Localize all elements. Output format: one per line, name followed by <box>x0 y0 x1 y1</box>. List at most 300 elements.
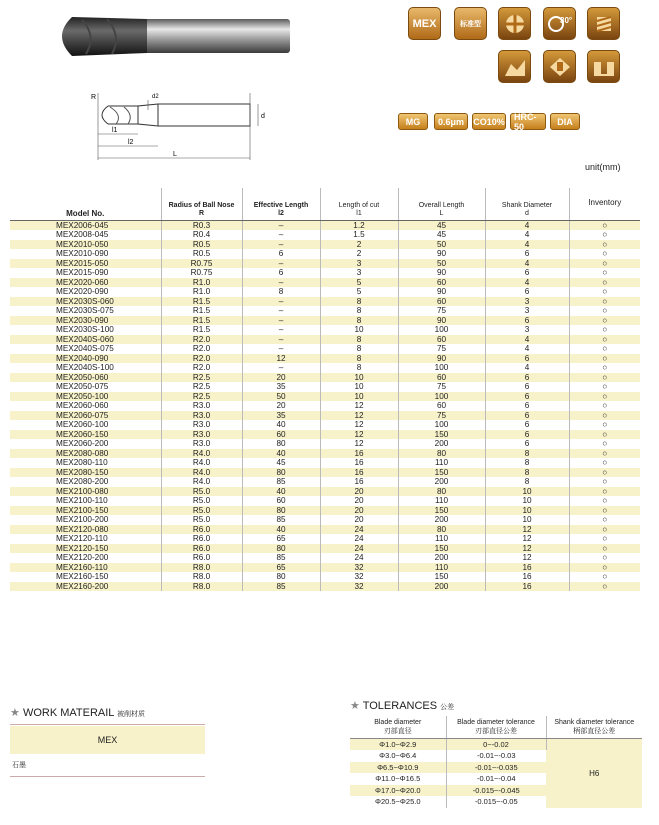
table-row <box>10 572 640 582</box>
shank-diameter-cell: 10 <box>485 487 569 497</box>
radius-cell: R3.0 <box>161 439 242 449</box>
length-of-cut-cell: 12 <box>320 420 398 430</box>
spec-table <box>10 188 640 591</box>
effective-length-cell: 35 <box>242 382 320 392</box>
effective-length-cell: 85 <box>242 477 320 487</box>
in-stock-icon: ○ <box>602 410 608 420</box>
shank-diameter-cell: 8 <box>485 468 569 478</box>
overall-length-cell: 100 <box>398 392 485 402</box>
label-d: d <box>261 113 265 120</box>
table-row <box>10 278 640 288</box>
effective-length-cell: 6 <box>242 268 320 278</box>
in-stock-icon: ○ <box>602 315 608 325</box>
inventory-cell <box>569 515 640 525</box>
overall-length-cell: 90 <box>398 354 485 364</box>
length-of-cut-cell: 20 <box>320 496 398 506</box>
length-of-cut-cell: 1.2 <box>320 220 398 230</box>
work-material-value: MEX <box>10 726 205 754</box>
in-stock-icon: ○ <box>602 230 608 239</box>
badge-hrc: HRC-50 <box>510 113 546 130</box>
svg-text:30°: 30° <box>559 15 572 25</box>
length-of-cut-cell: 2 <box>320 240 398 250</box>
in-stock-icon: ○ <box>602 581 608 591</box>
inventory-cell <box>569 544 640 554</box>
shank-diameter-cell: 3 <box>485 325 569 335</box>
label-d2: d2 <box>152 94 159 100</box>
radius-cell: R4.0 <box>161 477 242 487</box>
shank-diameter-cell: 12 <box>485 553 569 563</box>
shank-diameter-cell: 4 <box>485 220 569 230</box>
in-stock-icon: ○ <box>602 562 608 572</box>
in-stock-icon: ○ <box>602 467 608 477</box>
model-cell: MEX2030S-060 <box>10 297 161 307</box>
model-cell: MEX2040S-060 <box>10 335 161 345</box>
radius-cell: R0.75 <box>161 259 242 269</box>
model-cell: MEX2060-075 <box>10 411 161 421</box>
shank-diameter-cell: 6 <box>485 392 569 402</box>
length-of-cut-cell: 20 <box>320 515 398 525</box>
inventory-cell <box>569 506 640 516</box>
table-row <box>10 363 640 373</box>
overall-length-cell: 90 <box>398 249 485 259</box>
overall-length-cell: 50 <box>398 259 485 269</box>
shank-diameter-cell: 6 <box>485 411 569 421</box>
length-of-cut-cell: 5 <box>320 278 398 288</box>
model-cell: MEX2160-110 <box>10 563 161 573</box>
table-row <box>10 230 640 240</box>
radius-cell: R2.0 <box>161 344 242 354</box>
radius-cell: R1.5 <box>161 306 242 316</box>
length-of-cut-cell: 12 <box>320 401 398 411</box>
shank-diameter-cell: 12 <box>485 525 569 535</box>
badge-grain: 0.6μm <box>434 113 468 130</box>
flute-section-icon <box>498 7 531 40</box>
shank-diameter-cell: 4 <box>485 363 569 373</box>
length-of-cut-cell: 20 <box>320 487 398 497</box>
table-row <box>10 382 640 392</box>
table-row <box>10 354 640 364</box>
in-stock-icon: ○ <box>602 439 608 448</box>
model-cell: MEX2080-110 <box>10 458 161 468</box>
radius-cell: R0.4 <box>161 230 242 240</box>
work-material-divider <box>10 724 205 725</box>
length-of-cut-cell: 10 <box>320 382 398 392</box>
inventory-cell <box>569 411 640 421</box>
radius-cell: R5.0 <box>161 515 242 525</box>
overall-length-cell: 60 <box>398 373 485 383</box>
overall-length-cell: 80 <box>398 449 485 459</box>
table-row <box>10 477 640 487</box>
inventory-cell <box>569 458 640 468</box>
table-row <box>10 297 640 307</box>
model-cell: MEX2120-150 <box>10 544 161 554</box>
effective-length-cell: 80 <box>242 468 320 478</box>
length-of-cut-cell: 24 <box>320 525 398 535</box>
effective-length-cell: – <box>242 306 320 316</box>
inventory-cell <box>569 268 640 278</box>
shank-diameter-cell: 4 <box>485 335 569 345</box>
effective-length-cell: 35 <box>242 411 320 421</box>
material-icon: 标准型 <box>454 7 487 40</box>
end-mill-photo <box>52 14 294 60</box>
shank-diameter-cell: 6 <box>485 373 569 383</box>
table-row <box>10 458 640 468</box>
label-l2: l2 <box>128 139 134 146</box>
model-cell: MEX2100-110 <box>10 496 161 506</box>
blade-diameter-cell: Φ1.0~Φ2.9 <box>350 739 446 751</box>
model-cell: MEX2080-150 <box>10 468 161 478</box>
label-r: R <box>91 94 97 101</box>
in-stock-icon: ○ <box>602 268 608 277</box>
inventory-cell <box>569 477 640 487</box>
inventory-cell <box>569 525 640 535</box>
shank-diameter-cell: 10 <box>485 515 569 525</box>
effective-length-cell: 20 <box>242 401 320 411</box>
model-cell: MEX2060-060 <box>10 401 161 411</box>
helix-flute-icon <box>587 7 620 40</box>
overall-length-cell: 100 <box>398 420 485 430</box>
overall-length-cell: 75 <box>398 382 485 392</box>
blade-tolerance-cell: -0.01~-0.04 <box>476 774 516 784</box>
effective-length-cell: – <box>242 344 320 354</box>
radius-cell: R1.0 <box>161 278 242 288</box>
table-row <box>10 373 640 383</box>
inventory-cell <box>569 449 640 459</box>
model-cell: MEX2120-080 <box>10 525 161 535</box>
table-row <box>10 468 640 478</box>
inventory-cell <box>569 316 640 326</box>
unit-label: unit(mm) <box>585 162 621 172</box>
blade-diameter-cell: Φ20.5~Φ25.0 <box>350 796 446 808</box>
effective-length-cell: 50 <box>242 392 320 402</box>
in-stock-icon: ○ <box>602 429 608 439</box>
effective-length-cell: – <box>242 230 320 240</box>
model-cell: MEX2015-090 <box>10 268 161 278</box>
in-stock-icon: ○ <box>602 486 608 496</box>
end-mill-diagram <box>88 88 273 166</box>
inventory-cell <box>569 259 640 269</box>
radius-cell: R1.5 <box>161 297 242 307</box>
tolerance-row <box>350 739 642 751</box>
model-cell: MEX2010-090 <box>10 249 161 259</box>
radius-cell: R1.5 <box>161 316 242 326</box>
table-row <box>10 487 640 497</box>
radius-cell: R6.0 <box>161 544 242 554</box>
table-row <box>10 249 640 259</box>
table-row <box>10 316 640 326</box>
effective-length-cell: – <box>242 259 320 269</box>
overall-length-cell: 60 <box>398 335 485 345</box>
effective-length-cell: 12 <box>242 354 320 364</box>
model-cell: MEX2008-045 <box>10 230 161 240</box>
effective-length-cell: – <box>242 363 320 373</box>
radius-cell: R0.5 <box>161 240 242 250</box>
model-cell: MEX2100-150 <box>10 506 161 516</box>
model-cell: MEX2050-060 <box>10 373 161 383</box>
in-stock-icon: ○ <box>602 382 608 391</box>
table-row <box>10 325 640 335</box>
radius-cell: R2.5 <box>161 392 242 402</box>
overall-length-cell: 90 <box>398 316 485 326</box>
table-row <box>10 240 640 250</box>
inventory-cell <box>569 582 640 592</box>
in-stock-icon: ○ <box>602 420 608 429</box>
shank-diameter-cell: 8 <box>485 477 569 487</box>
in-stock-icon: ○ <box>602 277 608 287</box>
shank-diameter-cell: 16 <box>485 563 569 573</box>
effective-length-cell: 85 <box>242 515 320 525</box>
length-of-cut-cell: 10 <box>320 325 398 335</box>
table-row <box>10 544 640 554</box>
radius-cell: R0.3 <box>161 220 242 230</box>
shank-diameter-cell: 12 <box>485 534 569 544</box>
radius-cell: R0.5 <box>161 249 242 259</box>
header-length-of-cut: Length of cut l1 <box>320 188 398 220</box>
effective-length-cell: 8 <box>242 287 320 297</box>
overall-length-cell: 60 <box>398 297 485 307</box>
shank-diameter-cell: 3 <box>485 297 569 307</box>
table-row <box>10 392 640 402</box>
inventory-cell <box>569 344 640 354</box>
length-of-cut-cell: 16 <box>320 458 398 468</box>
in-stock-icon: ○ <box>602 524 608 534</box>
inventory-cell <box>569 420 640 430</box>
table-row <box>10 306 640 316</box>
shank-diameter-cell: 6 <box>485 439 569 449</box>
model-cell: MEX2100-200 <box>10 515 161 525</box>
model-cell: MEX2030S-075 <box>10 306 161 316</box>
length-of-cut-cell: 8 <box>320 335 398 345</box>
length-of-cut-cell: 12 <box>320 430 398 440</box>
shank-diameter-cell: 4 <box>485 259 569 269</box>
in-stock-icon: ○ <box>602 239 608 249</box>
length-of-cut-cell: 8 <box>320 306 398 316</box>
overall-length-cell: 110 <box>398 496 485 506</box>
radius-cell: R5.0 <box>161 496 242 506</box>
table-row <box>10 534 640 544</box>
length-of-cut-cell: 24 <box>320 544 398 554</box>
in-stock-icon: ○ <box>602 391 608 401</box>
overall-length-cell: 60 <box>398 401 485 411</box>
overall-length-cell: 110 <box>398 534 485 544</box>
shank-diameter-cell: 8 <box>485 449 569 459</box>
badge-mg: MG <box>398 113 428 130</box>
table-row <box>10 515 640 525</box>
effective-length-cell: 6 <box>242 249 320 259</box>
inventory-cell <box>569 563 640 573</box>
table-row <box>10 344 640 354</box>
in-stock-icon: ○ <box>602 353 608 363</box>
effective-length-cell: 60 <box>242 496 320 506</box>
length-of-cut-cell: 12 <box>320 439 398 449</box>
radius-cell: R6.0 <box>161 525 242 535</box>
length-of-cut-cell: 16 <box>320 468 398 478</box>
header-overall-length: Overall Length L <box>398 188 485 220</box>
tol-header-shank-tol: Shank diameter tolerance 柄部直径公差 <box>546 716 642 739</box>
table-row <box>10 259 640 269</box>
effective-length-cell: 40 <box>242 449 320 459</box>
shank-diameter-cell: 6 <box>485 420 569 430</box>
blade-diameter-cell: Φ6.5~Φ10.9 <box>350 762 446 774</box>
model-cell: MEX2015-050 <box>10 259 161 269</box>
inventory-cell <box>569 249 640 259</box>
radius-cell: R2.0 <box>161 335 242 345</box>
effective-length-cell: 45 <box>242 458 320 468</box>
overall-length-cell: 150 <box>398 506 485 516</box>
length-of-cut-cell: 32 <box>320 572 398 582</box>
blade-diameter-cell: Φ11.0~Φ16.5 <box>350 773 446 785</box>
model-cell: MEX2020-060 <box>10 278 161 288</box>
radius-cell: R5.0 <box>161 506 242 516</box>
tolerances-title: ★ TOLERANCES 公差 <box>350 700 455 712</box>
in-stock-icon: ○ <box>602 372 608 382</box>
shank-diameter-cell: 10 <box>485 496 569 506</box>
inventory-cell <box>569 430 640 440</box>
shank-diameter-cell: 3 <box>485 306 569 316</box>
inventory-cell <box>569 401 640 411</box>
effective-length-cell: – <box>242 335 320 345</box>
inventory-cell <box>569 354 640 364</box>
length-of-cut-cell: 8 <box>320 344 398 354</box>
shank-diameter-cell: 6 <box>485 268 569 278</box>
radius-cell: R3.0 <box>161 411 242 421</box>
inventory-cell <box>569 220 640 230</box>
effective-length-cell: 80 <box>242 439 320 449</box>
overall-length-cell: 150 <box>398 430 485 440</box>
plunge-icon <box>543 50 576 83</box>
overall-length-cell: 100 <box>398 363 485 373</box>
in-stock-icon: ○ <box>602 258 608 268</box>
inventory-cell <box>569 240 640 250</box>
overall-length-cell: 80 <box>398 525 485 535</box>
shank-tolerance-cell: H6 <box>546 739 642 808</box>
radius-cell: R6.0 <box>161 553 242 563</box>
effective-length-cell: 40 <box>242 487 320 497</box>
shank-diameter-cell: 6 <box>485 316 569 326</box>
blade-diameter-cell: Φ3.0~Φ6.4 <box>350 750 446 762</box>
length-of-cut-cell: 8 <box>320 354 398 364</box>
model-cell: MEX2120-200 <box>10 553 161 563</box>
work-material-title: ★ WORK MATERAIL 被削材质 <box>10 707 146 719</box>
in-stock-icon: ○ <box>602 287 608 296</box>
inventory-cell <box>569 382 640 392</box>
blade-tolerance-cell: -0.015~-0.045 <box>446 785 546 797</box>
model-cell: MEX2040S-075 <box>10 344 161 354</box>
table-row <box>10 401 640 411</box>
table-row <box>10 582 640 592</box>
effective-length-cell: 85 <box>242 553 320 563</box>
overall-length-cell: 200 <box>398 553 485 563</box>
radius-cell: R4.0 <box>161 458 242 468</box>
header-radius: Radius of Ball Nose R <box>161 188 242 220</box>
length-of-cut-cell: 10 <box>320 392 398 402</box>
radius-cell: R6.0 <box>161 534 242 544</box>
inventory-cell <box>569 487 640 497</box>
effective-length-cell: 80 <box>242 544 320 554</box>
blade-tolerance-cell: 0~-0.02 <box>446 739 546 751</box>
model-cell: MEX2040-090 <box>10 354 161 364</box>
model-cell: MEX2080-200 <box>10 477 161 487</box>
in-stock-icon: ○ <box>602 505 608 515</box>
length-of-cut-cell: 3 <box>320 259 398 269</box>
inventory-cell <box>569 392 640 402</box>
length-of-cut-cell: 24 <box>320 534 398 544</box>
model-cell: MEX2080-080 <box>10 449 161 459</box>
effective-length-cell: 20 <box>242 373 320 383</box>
table-row <box>10 335 640 345</box>
radius-cell: R2.0 <box>161 354 242 364</box>
effective-length-cell: – <box>242 325 320 335</box>
inventory-cell <box>569 363 640 373</box>
model-cell: MEX2060-200 <box>10 439 161 449</box>
in-stock-icon: ○ <box>602 325 608 334</box>
shank-diameter-cell: 16 <box>485 582 569 592</box>
helix-30-icon <box>543 7 576 40</box>
overall-length-cell: 110 <box>398 458 485 468</box>
table-row <box>10 420 640 430</box>
header-inventory: Inventory <box>569 188 640 220</box>
overall-length-cell: 60 <box>398 278 485 288</box>
shank-diameter-cell: 6 <box>485 354 569 364</box>
overall-length-cell: 110 <box>398 563 485 573</box>
label-l: L <box>173 151 177 158</box>
shank-diameter-cell: 10 <box>485 506 569 516</box>
table-row <box>10 411 640 421</box>
inventory-cell <box>569 325 640 335</box>
inventory-cell <box>569 287 640 297</box>
shank-diameter-cell: 4 <box>485 240 569 250</box>
radius-cell: R4.0 <box>161 468 242 478</box>
table-row <box>10 220 640 230</box>
radius-cell: R1.5 <box>161 325 242 335</box>
radius-cell: R3.0 <box>161 430 242 440</box>
radius-cell: R2.5 <box>161 382 242 392</box>
length-of-cut-cell: 1.5 <box>320 230 398 240</box>
effective-length-cell: 65 <box>242 563 320 573</box>
inventory-cell <box>569 496 640 506</box>
length-of-cut-cell: 8 <box>320 297 398 307</box>
tol-header-blade-tol: Blade diameter tolerance 刃部直径公差 <box>446 716 546 739</box>
effective-length-cell: – <box>242 220 320 230</box>
radius-cell: R1.0 <box>161 287 242 297</box>
overall-length-cell: 200 <box>398 439 485 449</box>
inventory-cell <box>569 335 640 345</box>
model-cell: MEX2050-100 <box>10 392 161 402</box>
in-stock-icon: ○ <box>602 363 608 372</box>
overall-length-cell: 200 <box>398 477 485 487</box>
table-row <box>10 553 640 563</box>
shank-diameter-cell: 4 <box>485 344 569 354</box>
in-stock-icon: ○ <box>602 496 608 505</box>
in-stock-icon: ○ <box>602 543 608 553</box>
overall-length-cell: 45 <box>398 220 485 230</box>
in-stock-icon: ○ <box>602 334 608 344</box>
inventory-cell <box>569 306 640 316</box>
length-of-cut-cell: 5 <box>320 287 398 297</box>
effective-length-cell: 60 <box>242 430 320 440</box>
effective-length-cell: 40 <box>242 420 320 430</box>
shank-diameter-cell: 16 <box>485 572 569 582</box>
inventory-cell <box>569 230 640 240</box>
table-row <box>10 287 640 297</box>
blade-tolerance-cell: -0.015~-0.05 <box>474 797 518 807</box>
overall-length-cell: 50 <box>398 240 485 250</box>
mex-icon: MEX <box>408 7 441 40</box>
table-row <box>10 506 640 516</box>
effective-length-cell: 80 <box>242 506 320 516</box>
in-stock-icon: ○ <box>602 344 608 353</box>
table-row <box>10 449 640 459</box>
